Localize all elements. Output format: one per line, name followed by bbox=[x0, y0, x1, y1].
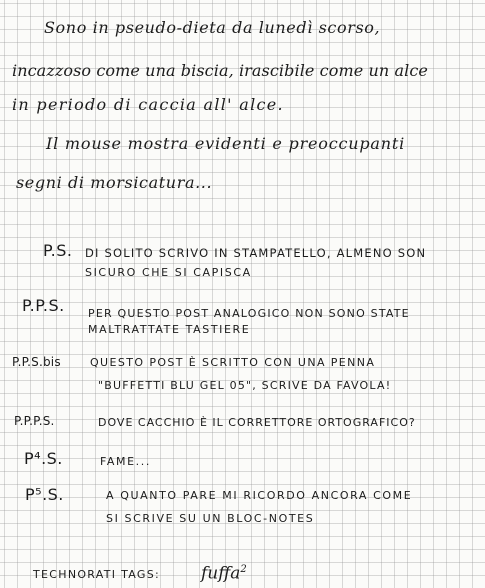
p5s-line-2: SI SCRIVE SU UN BLOC-NOTES bbox=[106, 512, 315, 525]
tag-text: fuffa bbox=[201, 563, 241, 584]
pps-line-1: PER QUESTO POST ANALOGICO NON SONO STATE bbox=[88, 307, 410, 320]
intro-line-3: in periodo di caccia all' alce. bbox=[12, 95, 284, 114]
ppps-label: P.P.P.S. bbox=[14, 414, 55, 428]
intro-line-2: incazzoso come una biscia, irascibile come un alce bbox=[12, 61, 428, 80]
intro-line-1: Sono in pseudo-dieta da lunedì scorso, bbox=[44, 18, 381, 37]
p5s-line-1: A QUANTO PARE MI RICORDO ANCORA COME bbox=[106, 489, 413, 502]
pps-label: P.P.S. bbox=[22, 296, 65, 315]
ps-label: P.S. bbox=[43, 241, 73, 260]
ppsbis-line-2: "BUFFETTI BLU GEL 05", SCRIVE DA FAVOLA! bbox=[98, 379, 392, 392]
ps-line-2: SICURO CHE SI CAPISCA bbox=[85, 266, 252, 279]
ppps-line-1: DOVE CACCHIO È IL CORRETTORE ORTOGRAFICO? bbox=[98, 416, 416, 429]
p5s-label: P⁵.S. bbox=[25, 485, 64, 504]
p4s-line-1: FAME... bbox=[100, 455, 151, 468]
ppsbis-label: P.P.S.bis bbox=[12, 355, 61, 369]
intro-line-5: segni di morsicatura... bbox=[16, 173, 213, 192]
tag-exponent: 2 bbox=[240, 564, 247, 575]
intro-line-4: Il mouse mostra evidenti e preoccupanti bbox=[46, 134, 405, 153]
pps-line-2: MALTRATTATE TASTIERE bbox=[88, 323, 251, 336]
technorati-tag-link[interactable] bbox=[201, 565, 247, 583]
p4s-label: P⁴.S. bbox=[24, 449, 63, 468]
ps-line-1: DI SOLITO SCRIVO IN STAMPATELLO, ALMENO SON bbox=[85, 246, 427, 260]
ppsbis-line-1: QUESTO POST È SCRITTO CON UNA PENNA bbox=[90, 356, 376, 369]
technorati-tags-label: TECHNORATI TAGS: bbox=[33, 568, 161, 581]
